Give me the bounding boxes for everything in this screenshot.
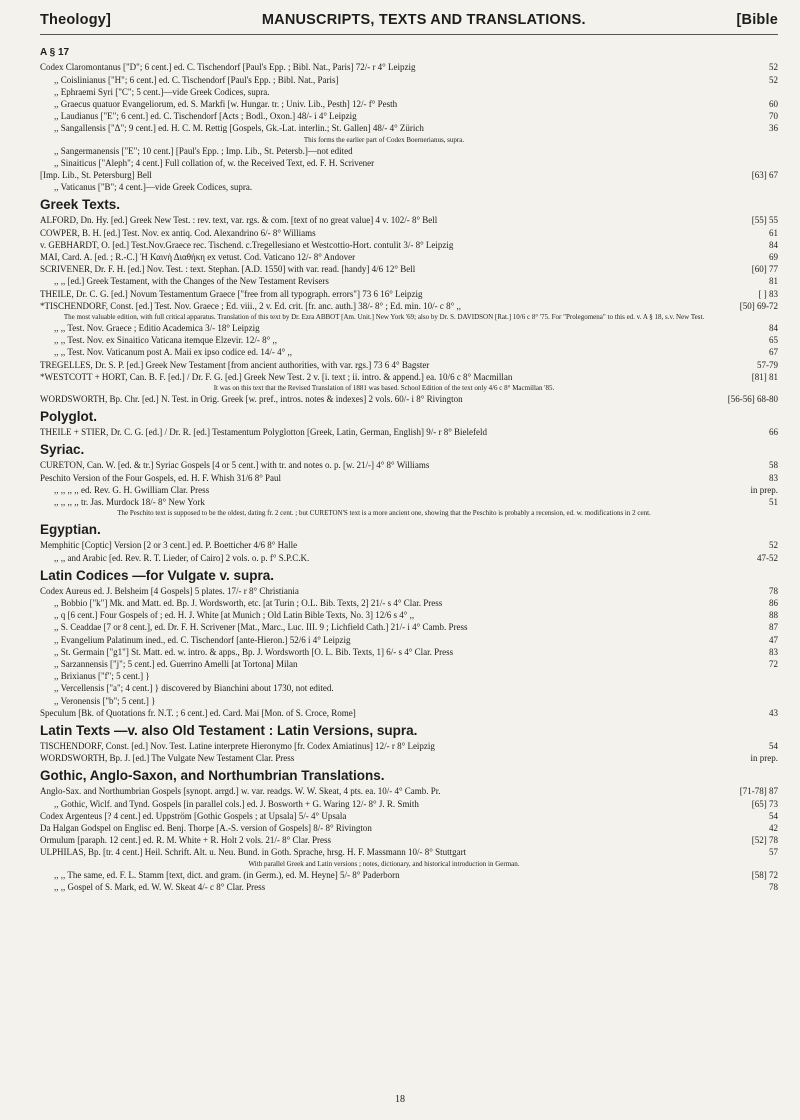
entry-reference: in prep. (750, 484, 778, 495)
catalogue-entry (40, 552, 778, 564)
entry-reference: 52 (769, 62, 778, 73)
entry-reference: [52] 78 (751, 835, 778, 846)
annotation-note: The Peschito text is supposed to be the oldest, dating fr. 2 cent. ; but CURETON'S text is a more ancient one, showing that the Peschito is probably a recension, ed. w. modifications in 2 cent. (117, 509, 651, 518)
entry-text: ,, Ephraemi Syri ["C"; 5 cent.]—vide Greek Codices, supra. (54, 86, 270, 97)
running-header (40, 14, 778, 35)
annotation-note: With parallel Greek and Latin versions ; notes, dictionary, and historical introduction in German. (248, 859, 520, 868)
entry-reference: 65 (769, 335, 778, 346)
entry-reference: [55] 55 (751, 215, 778, 226)
entry-reference: 84 (769, 323, 778, 334)
entry-reference: [56-56] 68-80 (727, 394, 778, 405)
entry-text: ,, ,, The same, ed. F. L. Stamm [text, dict. and gram. (in Germ.), ed. M. Heyne] 5/- 8° Paderborn (54, 869, 400, 880)
entry-reference: 42 (769, 822, 778, 833)
catalogue-entry (40, 288, 778, 300)
entry-text: Speculum [Bk. of Quotations fr. N.T. ; 6 cent.] ed. Card. Mai [Mon. of S. Croce, Rome] (40, 707, 356, 718)
annotation-note: It was on this text that the Revised Translation of 1881 was based. School Edition of the text only 4/6 c 8° Macmillan '85. (213, 384, 555, 393)
catalogue-entry (40, 181, 778, 193)
entry-text: ,, Vaticanus ["B"; 4 cent.]—vide Greek Codices, supra. (54, 182, 253, 193)
entry-text: ,, Evangelium Palatinum ined., ed. C. Tischendorf [ante-Hieron.] 52/6 i 4° Leipzig (54, 634, 351, 645)
entry-reference: [65] 73 (751, 798, 778, 809)
entry-reference: 72 (769, 658, 778, 669)
entry-text: ,, Gothic, Wiclf. and Tynd. Gospels [in parallel cols.] ed. J. Bosworth + G. Waring 12/- 8° J. R. Smith (54, 798, 419, 809)
entry-text: THEILE + STIER, Dr. C. G. [ed.] / Dr. R. [ed.] Testamentum Polyglotton [Greek, Latin, German, English] 9/- r 8° Bielefeld (40, 427, 488, 438)
entry-text: Peschito Version of the Four Gospels, ed. H. F. Whish 31/6 8° Paul (40, 472, 282, 483)
header-center: MANUSCRIPTS, TEXTS AND TRANSLATIONS. (261, 12, 586, 28)
catalogue-entry (40, 300, 778, 312)
entry-reference: 51 (769, 497, 778, 508)
section-heading: Latin Texts —v. also Old Testament : Latin Versions, supra. (40, 722, 418, 738)
catalogue-entry (40, 881, 778, 893)
catalogue-entry (40, 263, 778, 275)
section-heading: Egyptian. (40, 522, 101, 538)
entry-text: ,, ,, ,, ,, ed. Rev. G. H. Gwilliam Clar. Press (54, 484, 210, 495)
entry-reference: 52 (769, 74, 778, 85)
entry-text: Codex Claromontanus ["D"; 6 cent.] ed. C. Tischendorf [Paul's Epp. ; Bibl. Nat., Paris] 72/- r 4° Leipzig (40, 62, 416, 73)
entry-reference: 67 (769, 347, 778, 358)
catalogue-entry (40, 472, 778, 484)
entry-reference: [50] 69-72 (739, 300, 778, 311)
entry-text: *WESTCOTT + HORT, Can. B. F. [ed.] / Dr. F. G. [ed.] Greek New Test. 2 v. [i. text ; ii. intro. & append.] ea. 10/6 c 8° Macmillan (40, 371, 513, 382)
catalogue-entry (40, 145, 778, 157)
entry-text: ,, Veronensis ["b"; 5 cent.] } (54, 695, 156, 706)
entry-text: TISCHENDORF, Const. [ed.] Nov. Test. Latine interprete Hieronymo [fr. Codex Amiatinus] 12/- r 8° Leipzig (40, 740, 435, 751)
entry-text: ,, ,, Test. Nov. ex Sinaitico Vaticana itemque Elzevir. 12/- 8° ,, (54, 335, 278, 346)
catalogue-entry (40, 597, 778, 609)
catalogue-entry (40, 484, 778, 496)
catalogue-entry (40, 822, 778, 834)
entry-reference: 88 (769, 610, 778, 621)
entry-text: ,, Coislinianus ["H"; 6 cent.] ed. C. Tischendorf [Paul's Epp. ; Bibl. Nat., Paris] (54, 74, 339, 85)
entry-reference: 70 (769, 111, 778, 122)
catalogue-entry (40, 798, 778, 810)
entry-text: ,, St. Germain ["g1"] St. Matt. ed. w. intro. & apps., Bp. J. Wordsworth [O. L. Bib. Texts, 1] 6/- s 4° Clar. Press (54, 646, 454, 657)
section-heading: Latin Codices —for Vulgate v. supra. (40, 567, 275, 583)
catalogue-entry (40, 621, 778, 633)
annotation-note: This forms the earlier part of Codex Boernerianus, supra. (303, 135, 465, 144)
entry-reference: 61 (769, 227, 778, 238)
entry-text: COWPER, B. H. [ed.] Test. Nov. ex antiq. Cod. Alexandrino 6/- 8° Williams (40, 227, 316, 238)
entry-reference: 86 (769, 597, 778, 608)
entry-text: ,, Brixianus ["f"; 5 cent.] } (54, 671, 150, 682)
catalogue-entries (40, 61, 778, 893)
entry-reference: 57-79 (757, 359, 778, 370)
entry-text: Memphitic [Coptic] Version [2 or 3 cent.] ed. P. Boetticher 4/6 8° Halle (40, 540, 298, 551)
section-heading: Gothic, Anglo-Saxon, and Northumbrian Translations. (40, 768, 385, 784)
catalogue-entry (40, 157, 778, 169)
entry-reference: 54 (769, 810, 778, 821)
entry-text: v. GEBHARDT, O. [ed.] Test.Nov.Graece rec. Tischend. c.Tregellesiano et Westcottio-Hort. contulit 3/- 8° Leipzig (40, 239, 454, 250)
header-right: [Bible (736, 12, 778, 28)
catalogue-entry (40, 646, 778, 658)
entry-reference: 83 (769, 472, 778, 483)
entry-text: CURETON, Can. W. [ed. & tr.] Syriac Gospels [4 or 5 cent.] with tr. and notes o. p. [w. 21/-] 4° 8° Williams (40, 460, 430, 471)
entry-reference: 47 (769, 634, 778, 645)
entry-reference: 54 (769, 740, 778, 751)
entry-text: ,, Laudianus ["E"; 6 cent.] ed. C. Tischendorf [Acts ; Bodl., Oxon.] 48/- i 4° Leipzig (54, 111, 357, 122)
entry-text: ULPHILAS, Bp. [tr. 4 cent.] Heil. Schrift. Alt. u. Neu. Bund. in Goth. Sprache, hrsg. H. F. Massmann 10/- 8° Stuttgart (40, 847, 467, 858)
entry-text: Codex Argenteus [? 4 cent.] ed. Uppström [Gothic Gospels ; at Upsala] 5/- 4° Upsala (40, 810, 347, 821)
entry-reference: [71-78] 87 (739, 786, 778, 797)
entry-text: ALFORD, Dn. Hy. [ed.] Greek New Test. : rev. text, var. rgs. & com. [text of no great value] 4 v. 102/- 8° Bell (40, 215, 438, 226)
entry-text: ,, S. Ceaddae [7 or 8 cent.], ed. Dr. F. H. Scrivener [Mat., Marc., Luc. III. 9 ; Lichfield Cath.] 21/- i 4° Camb. Press (54, 622, 468, 633)
entry-text: Da Halgan Godspel on Englisc ed. Benj. Thorpe [A.-S. version of Gospels] 8/- 8° Rivington (40, 822, 372, 833)
catalogue-entry (40, 695, 778, 707)
entry-reference: 78 (769, 881, 778, 892)
entry-text: ,, ,, and Arabic [ed. Rev. R. T. Lieder, of Cairo] 2 vols. o. p. f° S.P.C.K. (54, 552, 310, 563)
catalogue-entry (40, 122, 778, 134)
entry-reference: [81] 81 (751, 371, 778, 382)
entry-reference: 87 (769, 622, 778, 633)
catalogue-entry (40, 74, 778, 86)
entry-text: ,, ,, [ed.] Greek Testament, with the Changes of the New Testament Revisers (54, 276, 329, 287)
entry-text: WORDSWORTH, Bp. Chr. [ed.] N. Test. in Orig. Greek [w. pref., intros. notes & indexes] 2 vols. 60/- i 8° Rivington (40, 394, 463, 405)
entry-reference: [63] 67 (751, 170, 778, 181)
entry-reference: 57 (769, 847, 778, 858)
catalogue-entry (40, 658, 778, 670)
catalogue-entry (40, 61, 778, 73)
entry-text: ,, Vercellensis ["a"; 4 cent.] } discovered by Bianchini about 1730, not edited. (54, 683, 334, 694)
catalogue-entry (40, 810, 778, 822)
catalogue-entry (40, 251, 778, 263)
entry-text: THEILE, Dr. C. G. [ed.] Novum Testamentum Graece ["free from all typograph. errors"] 73 6 16° Leipzig (40, 288, 423, 299)
entry-reference: 36 (769, 123, 778, 134)
catalogue-entry (40, 740, 778, 752)
catalogue-entry (40, 214, 778, 226)
annotation-note: The most valuable edition, with full critical apparatus. Translation of this text by Dr. Ezra ABBOT [Am. Unit.] New York '69; also by Dr. S. DAVIDSON [Rat.] 10/6 c 8° '75. For "Prolegomena" to this ed. v. A § 18, s.v. New Test. (63, 313, 705, 322)
catalogue-entry (40, 239, 778, 251)
entry-text: TREGELLES, Dr. S. P. [ed.] Greek New Testament [from ancient authorities, with var. rgs.] 73 6 4° Bagster (40, 359, 430, 370)
catalogue-entry (40, 634, 778, 646)
section-heading: Syriac. (40, 442, 85, 458)
entry-reference: in prep. (750, 753, 778, 764)
entry-reference: 66 (769, 427, 778, 438)
entry-text: [Imp. Lib., St. Petersburg] Bell (40, 170, 152, 181)
catalogue-entry (40, 496, 778, 508)
catalogue-entry (40, 752, 778, 764)
catalogue-entry (40, 785, 778, 797)
entry-text: SCRIVENER, Dr. F. H. [ed.] Nov. Test. : text. Stephan. [A.D. 1550] with var. read. [handy] 4/6 12° Bell (40, 264, 416, 275)
entry-reference: 58 (769, 460, 778, 471)
entry-reference: 69 (769, 252, 778, 263)
entry-reference: 84 (769, 239, 778, 250)
entry-text: Codex Aureus ed. J. Belsheim [4 Gospels] 5 plates. 17/- r 8° Christiania (40, 585, 299, 596)
entry-reference: 83 (769, 646, 778, 657)
header-left: Theology] (40, 12, 112, 28)
entry-text: Ormulum [paraph. 12 cent.] ed. R. M. White + R. Holt 2 vols. 21/- 8° Clar. Press (40, 835, 331, 846)
entry-text: ,, ,, Gospel of S. Mark, ed. W. W. Skeat 4/- c 8° Clar. Press (54, 881, 266, 892)
catalogue-entry (40, 869, 778, 881)
catalogue-entry (40, 371, 778, 383)
entry-reference: 47-52 (757, 552, 778, 563)
entry-text: *TISCHENDORF, Const. [ed.] Test. Nov. Graece ; Ed. viii., 2 v. Ed. crit. [fr. anc. auth.] 38/- 8° ; Ed. min. 10/- c 8° ,, (40, 300, 461, 311)
entry-reference: 43 (769, 707, 778, 718)
entry-text: ,, ,, Test. Nov. Graece ; Editio Academica 3/- 18° Leipzig (54, 323, 260, 334)
catalogue-entry (40, 426, 778, 438)
catalogue-entry (40, 834, 778, 846)
entry-text: Anglo-Sax. and Northumbrian Gospels [synopt. arrgd.] w. var. readgs. W. W. Skeat, 4 pts. ea. 10/- 4° Camb. Pr. (40, 786, 441, 797)
catalogue-entry (40, 459, 778, 471)
section-heading: Polyglot. (40, 409, 97, 425)
catalogue-entry (40, 169, 778, 181)
entry-reference: [58] 72 (751, 869, 778, 880)
entry-reference: 52 (769, 540, 778, 551)
catalogue-entry (40, 393, 778, 405)
entry-text: ,, Sarzannensis ["j"; 5 cent.] ed. Guerrino Amelli [at Tortona] Milan (54, 658, 298, 669)
entry-text: MAI, Card. A. [ed. ; R.-C.] Ἡ Καινὴ Διαθήκη ex vetust. Cod. Vaticano 12/- 8° Andover (40, 252, 356, 263)
entry-text: ,, Sangallensis ["Δ"; 9 cent.] ed. H. C. M. Rettig [Gospels, Gk.-Lat. interlin.; St. Gallen] 48/- 4° Zürich (54, 123, 424, 134)
entry-reference: 60 (769, 99, 778, 110)
catalogue-entry (40, 585, 778, 597)
catalogue-entry (40, 359, 778, 371)
catalogue-entry (40, 846, 778, 858)
entry-text: ,, Sinaiticus ["Aleph"; 4 cent.] Full collation of, w. the Received Text, ed. F. H. Scrivener (54, 157, 375, 168)
entry-text: ,, Bobbio ["k"] Mk. and Matt. ed. Bp. J. Wordsworth, etc. [at Turin ; O.L. Bib. Texts, 2] 21/- s 4° Clar. Press (54, 597, 443, 608)
entry-text: ,, Graecus quatuor Evangeliorum, ed. S. Markfi [w. Hungar. tr. ; Univ. Lib., Pesth] 12/- f° Pesth (54, 99, 398, 110)
page-number: 18 (395, 1094, 405, 1105)
entry-text: ,, Sangermanensis ["E"; 10 cent.] [Paul's Epp. ; Imp. Lib., St. Petersb.]—not edited (54, 145, 353, 156)
entry-reference: [60] 77 (751, 264, 778, 275)
catalogue-entry (40, 539, 778, 551)
catalogue-entry (40, 334, 778, 346)
catalogue-entry (40, 707, 778, 719)
catalogue-entry (40, 98, 778, 110)
entry-text: ,, ,, ,, ,, tr. Jas. Murdock 18/- 8° New York (54, 497, 205, 508)
catalogue-entry (40, 682, 778, 694)
catalogue-entry (40, 346, 778, 358)
entry-reference: 81 (769, 276, 778, 287)
catalogue-entry (40, 227, 778, 239)
catalogue-entry (40, 275, 778, 287)
catalogue-entry (40, 609, 778, 621)
section-heading: Greek Texts. (40, 197, 121, 213)
section-reference: A § 17 (40, 47, 70, 59)
entry-reference: 78 (769, 585, 778, 596)
entry-reference: [ ] 83 (758, 288, 778, 299)
entry-text: ,, q [6 cent.] Four Gospels of ; ed. H. J. White [at Munich ; Old Latin Bible Texts, No. 3] 12/6 s 4° ,, (54, 610, 415, 621)
catalogue-entry (40, 322, 778, 334)
entry-text: WORDSWORTH, Bp. J. [ed.] The Vulgate New Testament Clar. Press (40, 753, 295, 764)
catalogue-entry (40, 110, 778, 122)
catalogue-entry (40, 670, 778, 682)
entry-text: ,, ,, Test. Nov. Vaticanum post A. Maii ex ipso codice ed. 14/- 4° ,, (54, 347, 293, 358)
catalogue-entry (40, 86, 778, 98)
